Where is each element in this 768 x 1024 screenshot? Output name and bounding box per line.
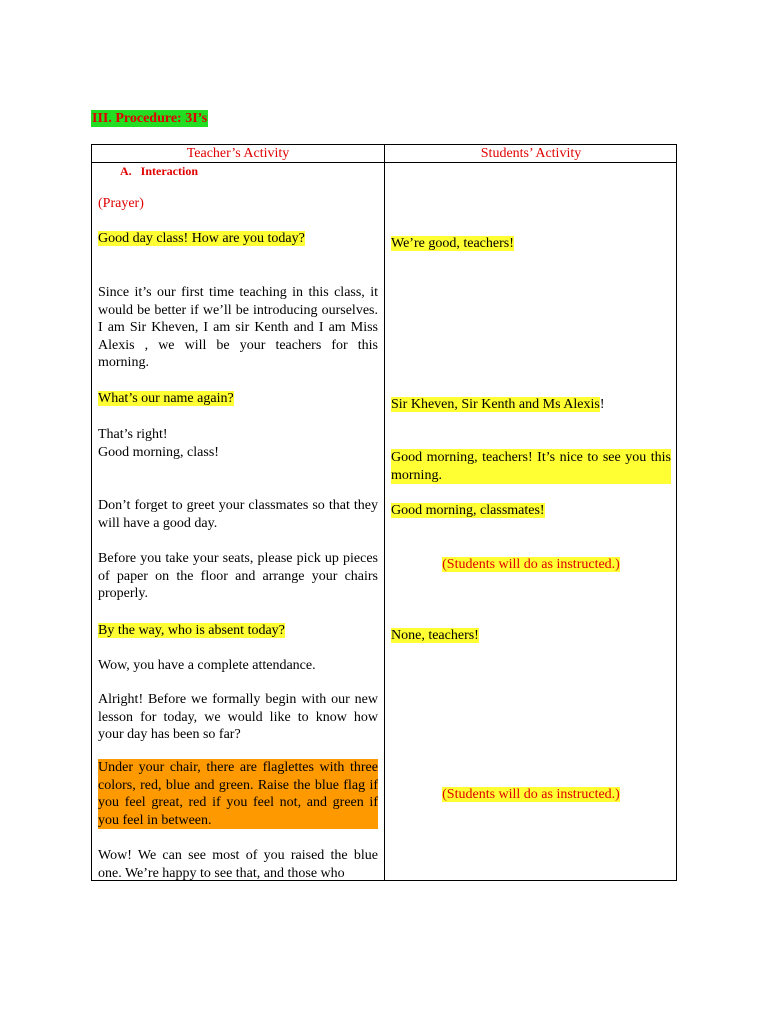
students-instructed-1-highlight: (Students will do as instructed.) [442,557,620,572]
absent-question-text [98,622,378,640]
students-names-text [391,396,671,414]
greeting-highlight: Good day class! How are you today? [98,231,305,246]
subheading-title: Interaction [140,164,198,178]
greet-classmates-text: Don’t forget to greet your classmates so that they will have a good day. [98,498,378,531]
teacher-activity-header: Teacher’s Activity [186,146,290,161]
students-good-highlight: We’re good, teachers! [391,236,514,251]
students-none-text [391,627,671,645]
students-names-end: ! [599,397,605,412]
students-none-highlight: None, teachers! [391,628,479,643]
students-activity-header: Students’ Activity [480,146,582,161]
students-classmates-highlight: Good morning, classmates! [391,503,545,518]
section-heading: III. Procedure: 3I’s [92,111,208,126]
column-divider [384,145,385,880]
students-instructed-2 [391,786,671,804]
subheading-marker: A. [120,164,132,178]
activity-table [91,144,677,881]
prayer-text: (Prayer) [98,196,144,211]
raised-text: Wow! We can see most of you raised the blue one. We’re happy to see that, and those who [98,848,378,881]
students-instructed-2-highlight: (Students will do as instructed.) [442,787,620,802]
students-good-text [391,235,671,253]
greeting-text [98,230,378,248]
name-question-text [98,390,378,408]
good-morning-class-text: Good morning, class! [98,445,219,460]
thats-right-text: That’s right! [98,427,168,442]
attendance-text: Wow, you have a complete attendance. [98,658,316,673]
intro-text: Since it’s our first time teaching in this class, it would be better if we’ll be introducing ourselves. I am Sir Kheven, I am sir Kenth and I am Miss Alexis , we will be your teachers for this morning. [98,285,378,371]
alright-text: Alright! Before we formally begin with our new lesson for today, we would like to know how your day has been so far? [98,692,378,743]
students-instructed-1 [391,556,671,574]
students-classmates-text [391,502,671,520]
students-names-highlight: Sir Kheven, Sir Kenth and Ms Alexis [391,397,600,412]
absent-question-highlight: By the way, who is absent today? [98,623,285,638]
students-good-morning-text: Good morning, teachers! It’s nice to see you this morning. [391,450,671,483]
flaglettes-text: Under your chair, there are flaglettes with three colors, red, blue and green. Raise the blue flag if you feel great, red if you feel not, and green if you feel in between. [98,760,378,828]
name-question-highlight: What’s our name again? [98,391,234,406]
interaction-subheading [120,163,198,179]
pick-up-text: Before you take your seats, please pick up pieces of paper on the floor and arrange your chairs properly. [98,551,378,602]
